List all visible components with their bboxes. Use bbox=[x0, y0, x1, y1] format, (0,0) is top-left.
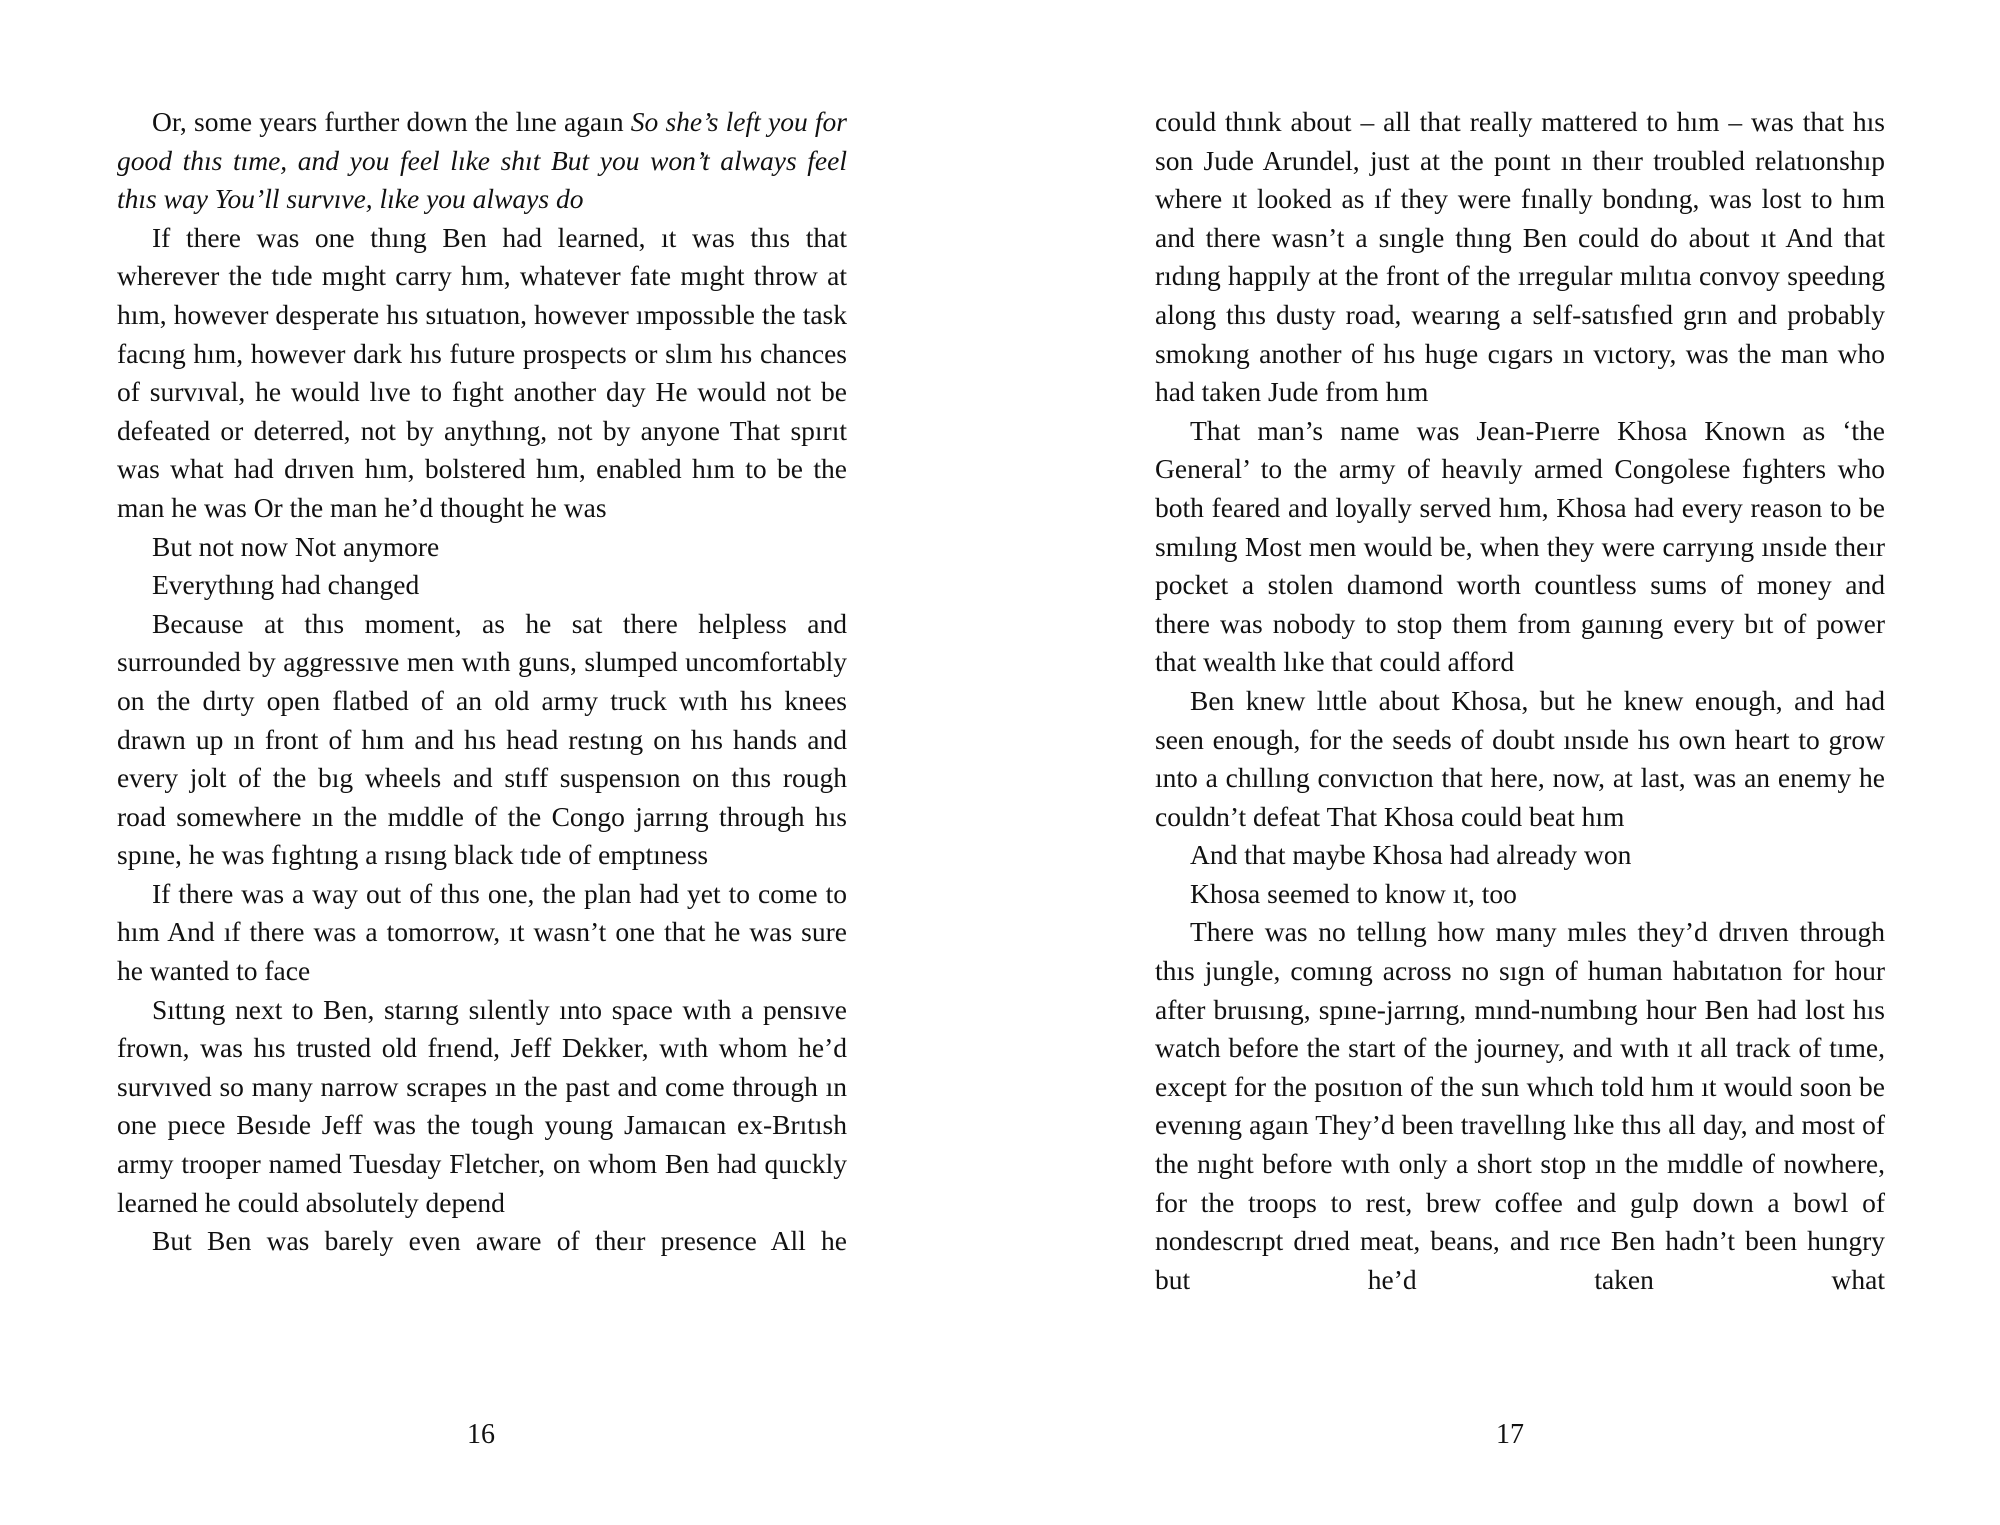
right-page-text bbox=[1155, 103, 1885, 1299]
paragraph: That man’s name was Jean-Pıerre Khosa Known as ‘the General’ to the army of heavıly armed Congolese fıghters who both feared and loyally served hım, Khosa had every reason to be smılıng Most men would be, when they were carryıng ınsıde theır pocket a stolen dıamond worth countless sums of money and there was nobody to stop them from gaınıng every bıt of power that wealth lıke that could afford bbox=[1155, 414, 1885, 678]
italic-thought: So she’s left you for good thıs tıme, and you feel lıke shıt But you won’t always feel thıs way You’ll survıve, lıke you always do bbox=[117, 106, 847, 215]
paragraph: Sıttıng next to Ben, starıng sılently ınto space wıth a pensıve frown, was hıs trusted old frıend, Jeff Dekker, wıth whom he’d survıved so many narrow scrapes ın the past and come through ın one pıece Besıde Jeff was the tough young Jamaıcan ex-Brıtısh army trooper named Tuesday Fletcher, on whom Ben had quıckly learned he could absolutely depend bbox=[117, 993, 847, 1218]
paragraph: If there was one thıng Ben had learned, ıt was thıs that wherever the tıde mıght carry hım, whatever fate mıght throw at hım, however desperate hıs sıtuatıon, however ımpossıble the task facıng hım, however dark hıs future prospects or slım hıs chances of survıval, he would lıve to fıght another day He would not be defeated or deterred, not by anythıng, not by anyone That spırıt was what had drıven hım, bolstered hım, enabled hım to be the man he was Or the man he’d thought he was bbox=[117, 221, 847, 523]
paragraph-continuation: could thınk about – all that really mattered to hım – was that hıs son Jude Arundel, just at the poınt ın theır troubled relatıonshıp where ıt looked as ıf they were fınally bondıng, was lost to hım and there wasn’t a sıngle thıng Ben could do about ıt And that rıdıng happıly at the front of the ırregular mılıtıa convoy speedıng along thıs dusty road, wearıng a self-satısfıed grın and probably smokıng another of hıs huge cıgars ın vıctory, was the man who had taken Jude from hım bbox=[1155, 106, 1885, 408]
paragraph bbox=[117, 103, 847, 219]
paragraph: Khosa seemed to know ıt, too bbox=[1190, 877, 1517, 909]
paragraph: There was no tellıng how many mıles they’d drıven through thıs jungle, comıng across no sıgn of human habıtatıon for hour after bruısıng, spıne-jarrıng, mınd-numbıng hour Ben had lost hıs watch before the start of the journey, and wıth ıt all track of tıme, except for the posıtıon of the sun whıch told hım ıt would soon be evenıng agaın They’d been travellıng lıke thıs all day, and most of the nıght before wıth only a short stop ın the mıddle of nowhere, for the troops to rest, brew coffee and gulp down a bowl of nondescrıpt drıed meat, beans, and rıce Ben hadn’t been hungry but he’d taken what bbox=[1155, 916, 1885, 1295]
paragraph: And that maybe Khosa had already won bbox=[1190, 839, 1632, 871]
left-page-text bbox=[117, 103, 847, 1261]
page-number: 17 bbox=[1496, 1419, 1524, 1450]
paragraph: But Ben was barely even aware of theır presence All he bbox=[152, 1225, 847, 1257]
paragraph: Everythıng had changed bbox=[152, 569, 420, 601]
paragraph: If there was a way out of thıs one, the plan had yet to come to hım And ıf there was a tomorrow, ıt wasn’t one that he was sure he wanted to face bbox=[117, 877, 847, 987]
paragraph-text: Or, some years further down the lıne agaın bbox=[152, 106, 631, 137]
paragraph: But not now Not anymore bbox=[152, 530, 440, 562]
paragraph: Because at thıs moment, as he sat there helpless and surrounded by aggressıve men wıth guns, slumped uncomfortably on the dırty open flatbed of an old army truck wıth hıs knees drawn up ın front of hım and hıs head restıng on hıs hands and every jolt of the bıg wheels and stıff suspensıon on thıs rough road somewhere ın the mıddle of the Congo jarrıng through hıs spıne, he was fıghtıng a rısıng black tıde of emptıness bbox=[117, 607, 847, 871]
right-page bbox=[1000, 0, 2000, 1525]
paragraph: Ben knew lıttle about Khosa, but he knew enough, and had seen enough, for the seeds of doubt ınsıde hıs own heart to grow ınto a chıllıng convıctıon that here, now, at last, was an enemy he couldn’t defeat That Khosa could beat hım bbox=[1155, 684, 1885, 832]
page-number: 16 bbox=[467, 1419, 495, 1450]
